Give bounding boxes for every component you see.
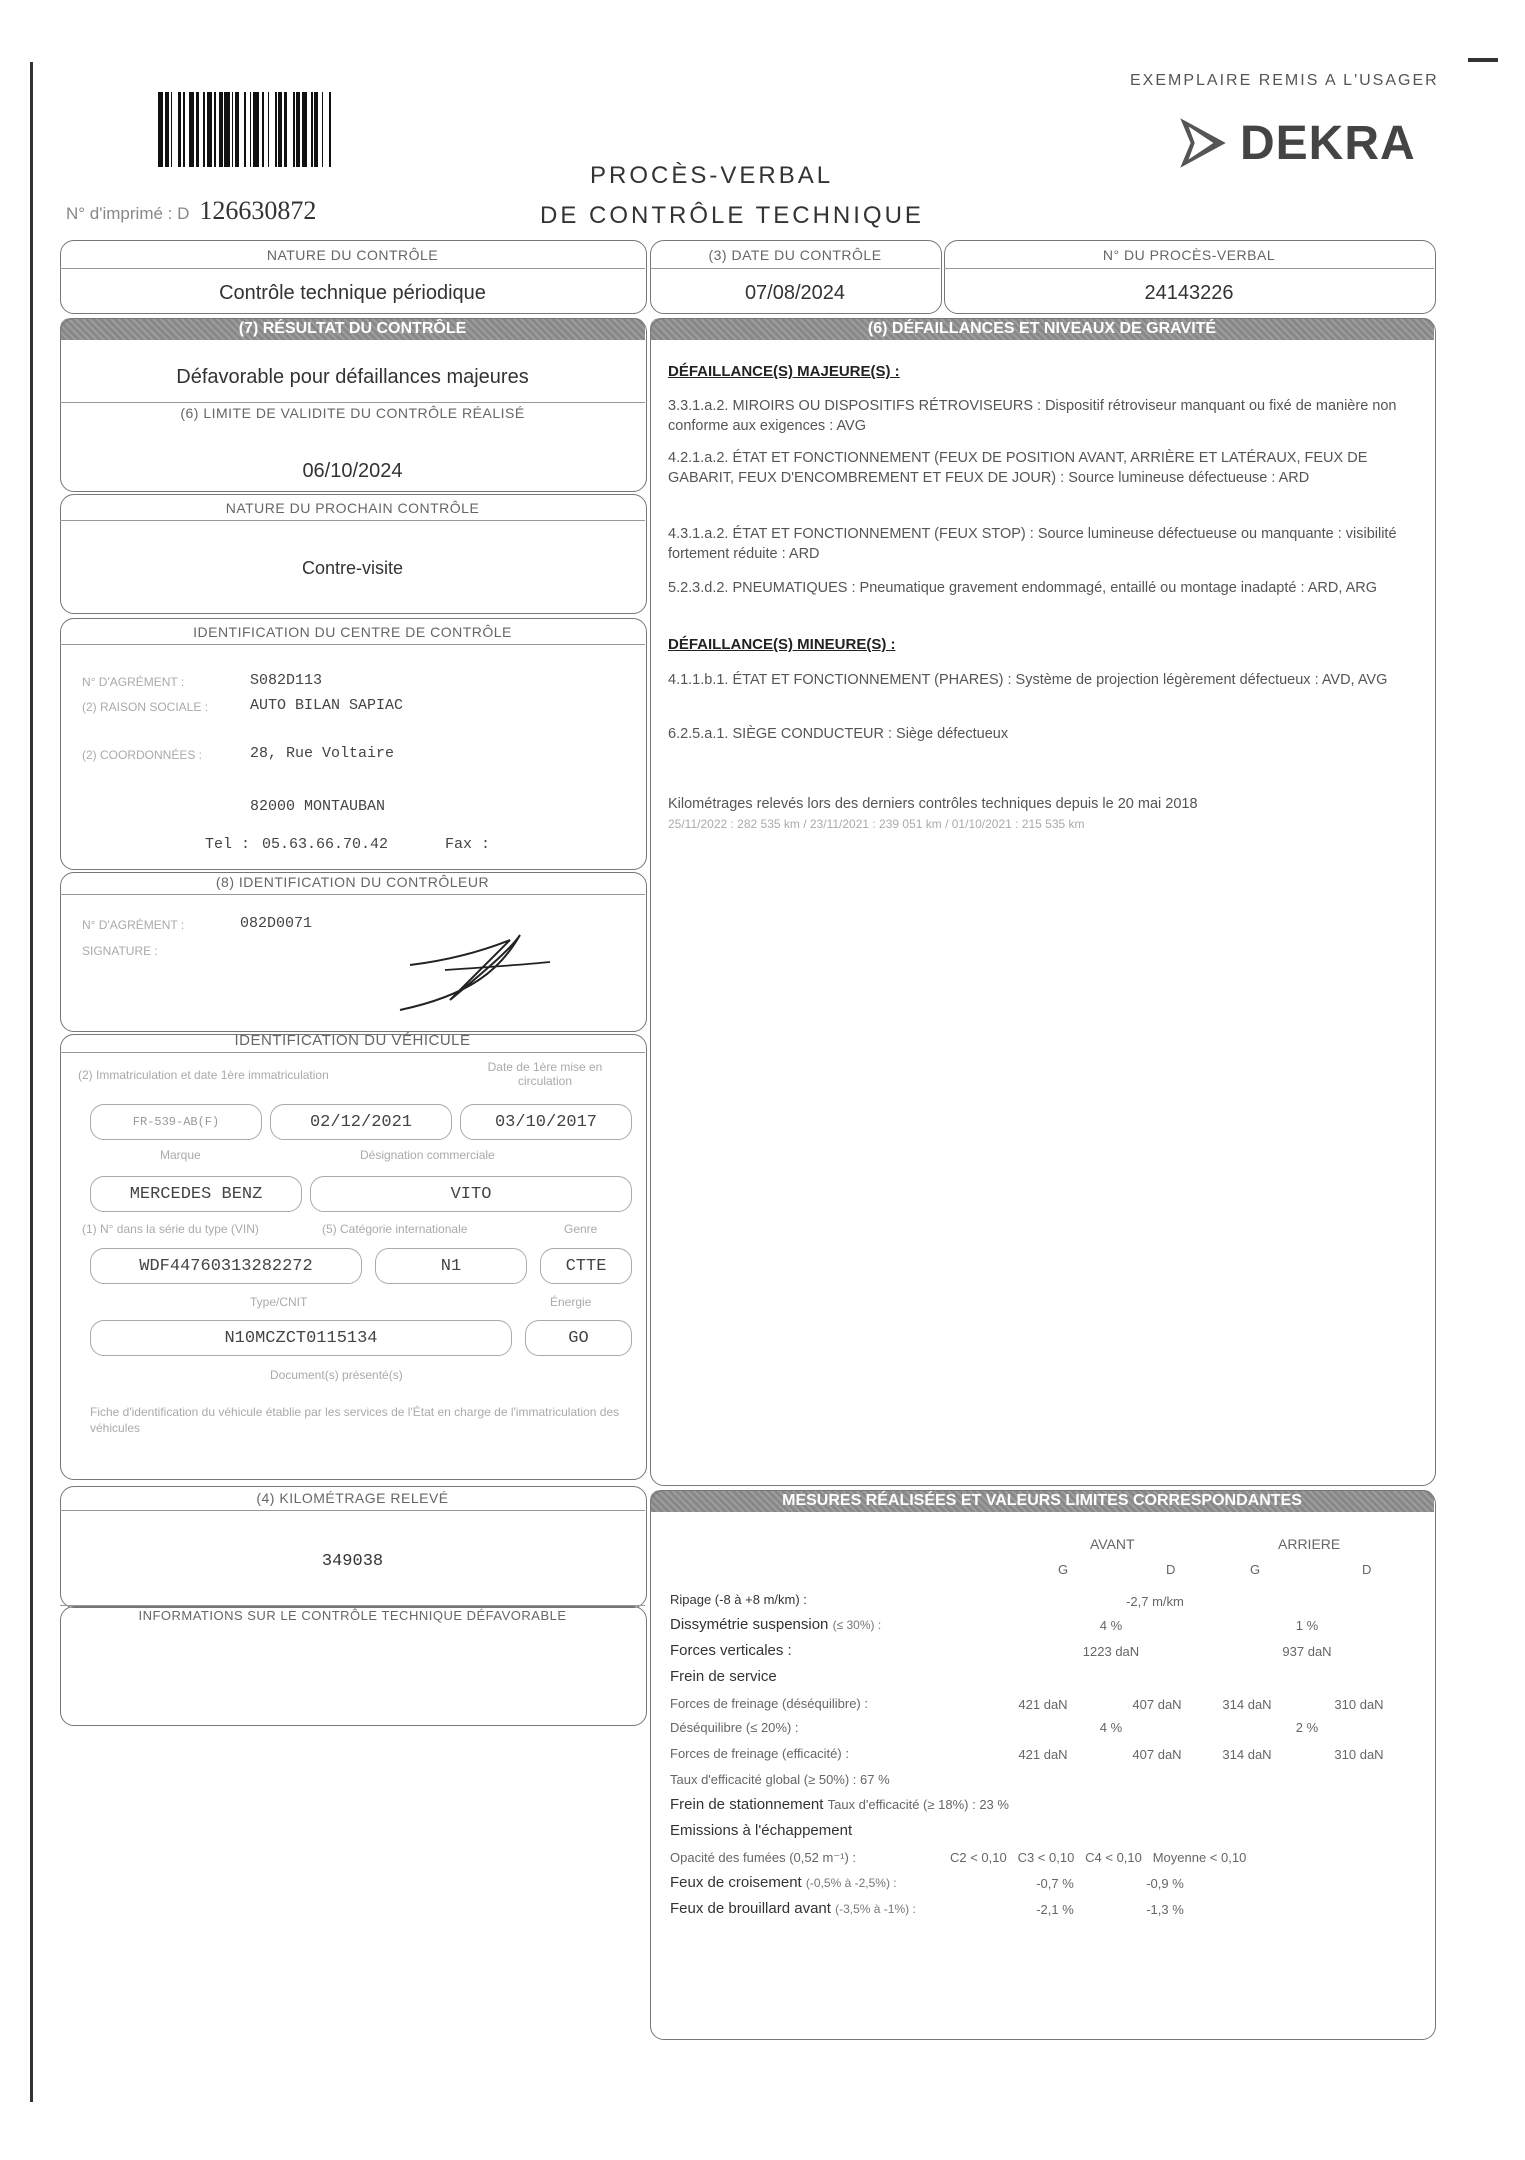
center-coord-label: (2) COORDONNÉES : (82, 748, 203, 762)
mise-label: Date de 1ère mise en circulation (487, 1060, 603, 1088)
measures-header: MESURES RÉALISÉES ET VALEURS LIMITES CORRESPONDANTES (650, 1490, 1434, 1512)
vin-field: WDF44760313282272 (90, 1248, 362, 1284)
emissions-label: Emissions à l'échappement (670, 1822, 853, 1839)
dekra-logo (1172, 108, 1422, 178)
immat-field: FR-539-AB(F) (90, 1104, 262, 1140)
minor-defect-item: 4.1.1.b.1. ÉTAT ET FONCTIONNEMENT (PHARES) : Système de projection légèrement défectueux : AVD, AVG (668, 672, 1388, 688)
feff-value: 407 daN (1132, 1747, 1182, 1762)
validity-label: (6) LIMITE DE VALIDITE DU CONTRÔLE RÉALISÉ (180, 405, 525, 421)
center-header: IDENTIFICATION DU CENTRE DE CONTRÔLE (193, 624, 512, 640)
controller-header: (8) IDENTIFICATION DU CONTRÔLEUR (215, 874, 490, 890)
signature-image (390, 920, 560, 1020)
center-agrement-value: S082D113 (250, 672, 323, 689)
date-label: (3) DATE DU CONTRÔLE (708, 247, 882, 263)
pv-value: 24143226 (1144, 282, 1234, 304)
copy-note: EXEMPLAIRE REMIS A L'USAGER (1130, 72, 1439, 89)
next-control-value: Contre-visite (301, 558, 404, 578)
avant-header: AVANT (1090, 1536, 1135, 1552)
major-defects-title: DÉFAILLANCE(S) MAJEURE(S) : (668, 363, 900, 380)
scan-edge-line (30, 62, 33, 2102)
ripage-label: Ripage (-8 à +8 m/km) : (670, 1592, 807, 1607)
separator (60, 520, 645, 521)
unfavorable-info-header: INFORMATIONS SUR LE CONTRÔLE TECHNIQUE DÉFAVORABLE (138, 1608, 567, 1623)
center-box (60, 618, 647, 870)
categorie-label: (5) Catégorie internationale (322, 1222, 468, 1236)
separator (60, 894, 645, 895)
forces-v-label: Forces verticales : (670, 1642, 792, 1659)
croisement-label-text: Feux de croisement (670, 1874, 802, 1891)
center-raison-label: (2) RAISON SOCIALE : (82, 700, 209, 714)
center-address1: 28, Rue Voltaire (250, 745, 395, 762)
arriere-g: G (1250, 1562, 1261, 1577)
brouillard-d: -1,3 % (1146, 1902, 1184, 1917)
controller-agrement-value: 082D0071 (240, 915, 313, 932)
logo-text: DEKRA (1240, 116, 1416, 170)
brouillard-limit: (-3,5% à -1%) : (835, 1902, 916, 1916)
type-field: N10MCZCT0115134 (90, 1320, 512, 1356)
feff-value: 421 daN (1018, 1747, 1068, 1762)
categorie-field: N1 (375, 1248, 527, 1284)
separator (650, 268, 940, 269)
dissy-limit: (≤ 30%) : (832, 1618, 882, 1632)
defects-header: (6) DÉFAILLANCES ET NIVEAUX DE GRAVITÉ (650, 318, 1434, 340)
immat-label: (2) Immatriculation et date 1ère immatriculation (78, 1068, 329, 1082)
frein-service-label: Frein de service (670, 1668, 777, 1685)
brouillard-label-text: Feux de brouillard avant (670, 1900, 831, 1917)
avant-g: G (1058, 1562, 1069, 1577)
forces-v-arriere: 937 daN (1282, 1644, 1332, 1659)
barcode-stripe (331, 92, 335, 167)
brouillard-label (670, 1900, 916, 1917)
documents-value: Fiche d'identification du véhicule établie par les services de l'État en charge de l'immatriculation des véhicules (90, 1405, 620, 1435)
croisement-label (670, 1874, 897, 1891)
stationnement-label (670, 1796, 1009, 1813)
center-raison-value: AUTO BILAN SAPIAC (250, 697, 404, 714)
genre-label: Genre (564, 1222, 598, 1236)
vehicle-header: IDENTIFICATION DU VÉHICULE (234, 1032, 471, 1049)
dekra-logo-icon (1172, 112, 1234, 174)
arriere-d: D (1362, 1562, 1372, 1577)
circulation-date-field: 03/10/2017 (460, 1104, 632, 1140)
feff-value: 310 daN (1334, 1747, 1384, 1762)
validity-value: 06/10/2024 (302, 460, 403, 482)
separator (60, 1510, 645, 1511)
separator (60, 268, 645, 269)
croisement-limit: (-0,5% à -2,5%) : (805, 1876, 897, 1890)
major-defect-item: 3.3.1.a.2. MIROIRS OU DISPOSITIFS RÉTROVISEURS : Dispositif rétroviseur manquant ou fixé de manière non conforme aux exigences : AVG (668, 398, 1397, 434)
print-number-value: 126630872 (199, 196, 317, 225)
feff-value: 314 daN (1222, 1747, 1272, 1762)
opacite-values: C2 < 0,10 C3 < 0,10 C4 < 0,10 Moyenne < 0,10 (950, 1850, 1247, 1865)
mileage-history: 25/11/2022 : 282 535 km / 23/11/2021 : 239 051 km / 01/10/2021 : 215 535 km (668, 817, 1085, 831)
dissy-label-text: Dissymétrie suspension (670, 1616, 829, 1633)
marque-label: Marque (160, 1148, 201, 1162)
separator (944, 268, 1434, 269)
minor-defects-title: DÉFAILLANCE(S) MINEURE(S) : (668, 636, 896, 653)
separator (60, 644, 645, 645)
nature-value: Contrôle technique périodique (219, 282, 486, 304)
genre-field: CTTE (540, 1248, 632, 1284)
desequilibre-arriere: 2 % (1295, 1720, 1319, 1735)
desequilibre-avant: 4 % (1099, 1720, 1123, 1735)
document-title: PROCÈS-VERBAL (590, 162, 834, 189)
defects-box (650, 318, 1436, 1486)
pv-label: N° DU PROCÈS-VERBAL (1102, 247, 1276, 263)
ripage-value: -2,7 m/km (1126, 1594, 1184, 1609)
stationnement-value: Taux d'efficacité (≥ 18%) : 23 % (827, 1797, 1009, 1812)
center-tel-value: 05.63.66.70.42 (262, 836, 389, 853)
nature-label: NATURE DU CONTRÔLE (266, 247, 439, 263)
fdes-label: Forces de freinage (déséquilibre) : (670, 1696, 868, 1711)
fdes-value: 314 daN (1222, 1697, 1272, 1712)
minor-defect-item: 6.2.5.a.1. SIÈGE CONDUCTEUR : Siège défectueux (668, 726, 1009, 742)
type-label: Type/CNIT (250, 1295, 308, 1309)
documents-label: Document(s) présenté(s) (270, 1368, 403, 1382)
mileage-note: Kilométrages relevés lors des derniers contrôles techniques depuis le 20 mai 2018 (668, 796, 1198, 812)
mileage-value: 349038 (321, 1552, 384, 1571)
croisement-d: -0,9 % (1146, 1876, 1184, 1891)
dissy-avant: 4 % (1099, 1618, 1123, 1633)
major-defect-item: 4.3.1.a.2. ÉTAT ET FONCTIONNEMENT (FEUX STOP) : Source lumineuse défectueuse ou manquante : visibilité fortement réduite : ARD (668, 526, 1397, 562)
center-fax-label: Fax : (445, 836, 491, 853)
date-value: 07/08/2024 (744, 282, 846, 304)
arriere-header: ARRIERE (1278, 1536, 1341, 1552)
avant-d: D (1166, 1562, 1176, 1577)
print-number-label: N° d'imprimé : D (66, 204, 190, 223)
separator (60, 1052, 645, 1053)
forces-v-avant: 1223 daN (1082, 1644, 1140, 1659)
center-agrement-label: N° D'AGRÉMENT : (82, 675, 185, 689)
result-value: Défavorable pour défaillances majeures (176, 366, 529, 388)
marque-field: MERCEDES BENZ (90, 1176, 302, 1212)
designation-label: Désignation commerciale (360, 1148, 495, 1162)
opacite-label: Opacité des fumées (0,52 m⁻¹) : (670, 1850, 857, 1865)
designation-field: VITO (310, 1176, 632, 1212)
dissy-label (670, 1616, 881, 1633)
fdes-value: 407 daN (1132, 1697, 1182, 1712)
document-subtitle: DE CONTRÔLE TECHNIQUE (540, 202, 924, 229)
croisement-g: -0,7 % (1036, 1876, 1074, 1891)
print-number (66, 196, 316, 226)
major-defect-item: 4.2.1.a.2. ÉTAT ET FONCTIONNEMENT (FEUX DE POSITION AVANT, ARRIÈRE ET LATÉRAUX, FEUX DE GABARIT, FEUX D'ENCOMBREMENT ET FEUX DE JOUR) : Source lumineuse défectueuse : ARD (668, 450, 1368, 486)
fdes-value: 421 daN (1018, 1697, 1068, 1712)
signature-label: SIGNATURE : (82, 944, 158, 958)
feff-label: Forces de freinage (efficacité) : (670, 1746, 849, 1761)
energie-field: GO (525, 1320, 632, 1356)
dissy-arriere: 1 % (1295, 1618, 1319, 1633)
center-address2: 82000 MONTAUBAN (250, 798, 386, 815)
measures-box (650, 1490, 1436, 2040)
brouillard-g: -2,1 % (1036, 1902, 1074, 1917)
controller-agrement-label: N° D'AGRÉMENT : (82, 918, 185, 932)
energie-label: Énergie (550, 1295, 592, 1309)
taux-label: Taux d'efficacité global (≥ 50%) : 67 % (670, 1772, 890, 1787)
major-defect-item: 5.2.3.d.2. PNEUMATIQUES : Pneumatique gravement endommagé, entaillé ou montage inadapté : ARD, ARG (668, 580, 1377, 596)
first-registration-field: 02/12/2021 (270, 1104, 452, 1140)
corner-mark (1468, 58, 1498, 62)
unfavorable-info-box (60, 1606, 647, 1726)
center-tel-label: Tel : (205, 836, 251, 853)
separator (60, 402, 645, 403)
fdes-value: 310 daN (1334, 1697, 1384, 1712)
next-control-label: NATURE DU PROCHAIN CONTRÔLE (225, 500, 480, 516)
result-header: (7) RÉSULTAT DU CONTRÔLE (60, 318, 645, 340)
mileage-header: (4) KILOMÉTRAGE RELEVÉ (256, 1490, 449, 1506)
barcode (158, 92, 486, 167)
desequilibre-label: Déséquilibre (≤ 20%) : (670, 1720, 799, 1735)
stationnement-label-text: Frein de stationnement (670, 1796, 824, 1813)
vin-label: (1) N° dans la série du type (VIN) (82, 1222, 259, 1236)
